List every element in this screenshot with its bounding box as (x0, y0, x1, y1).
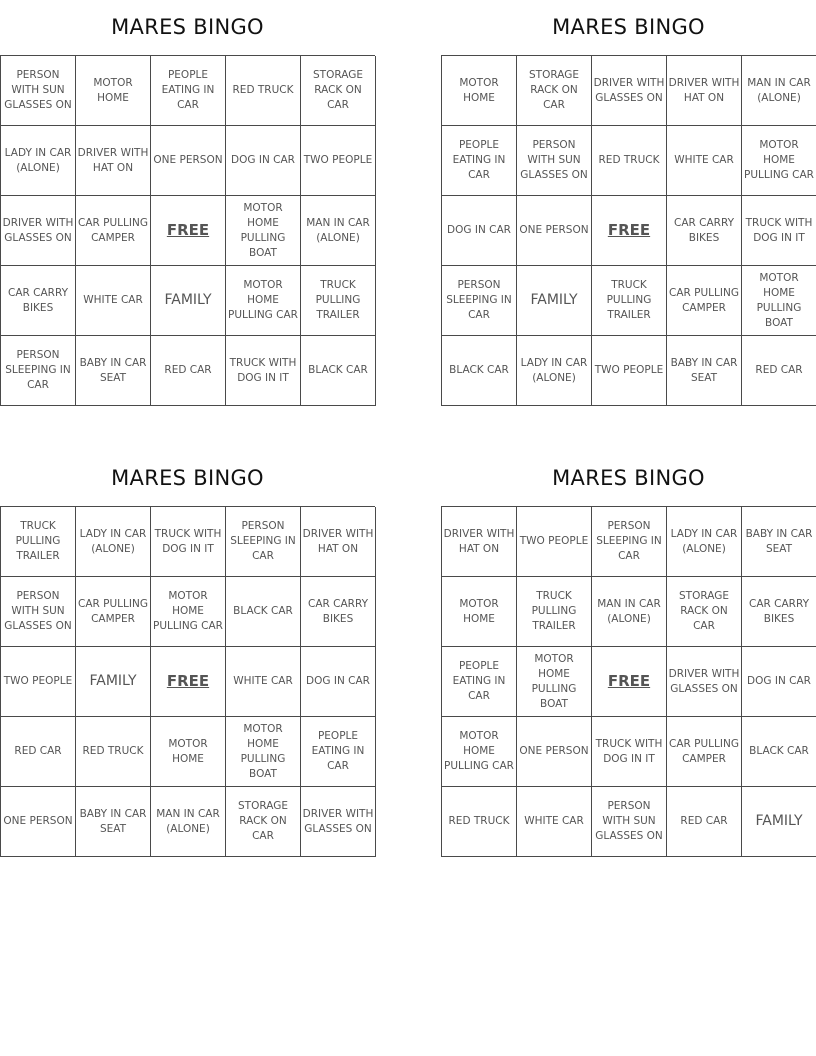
bingo-cell[interactable]: STORAGE RACK ON CAR (517, 56, 592, 126)
bingo-cell[interactable]: MOTOR HOME (151, 717, 226, 787)
bingo-card-4 (441, 451, 816, 857)
bingo-grid (441, 506, 816, 857)
bingo-cell[interactable]: RED CAR (151, 336, 226, 406)
bingo-cell[interactable]: TWO PEOPLE (301, 126, 376, 196)
bingo-cell[interactable]: WHITE CAR (76, 266, 151, 336)
bingo-cell[interactable]: CAR CARRY BIKES (667, 196, 742, 266)
free-space-cell[interactable]: FREE (151, 647, 226, 717)
bingo-cell[interactable]: FAMILY (76, 647, 151, 717)
bingo-cell[interactable]: DRIVER WITH HAT ON (667, 56, 742, 126)
bingo-cell[interactable]: MOTOR HOME PULLING CAR (226, 266, 301, 336)
bingo-cell[interactable]: WHITE CAR (226, 647, 301, 717)
bingo-cell[interactable]: TWO PEOPLE (517, 507, 592, 577)
bingo-cell[interactable]: TRUCK WITH DOG IN IT (592, 717, 667, 787)
bingo-cell[interactable]: STORAGE RACK ON CAR (301, 56, 376, 126)
bingo-cell[interactable]: BLACK CAR (742, 717, 816, 787)
bingo-cell[interactable]: ONE PERSON (517, 717, 592, 787)
bingo-cell[interactable]: LADY IN CAR (ALONE) (517, 336, 592, 406)
bingo-cell[interactable]: TRUCK WITH DOG IN IT (742, 196, 816, 266)
bingo-cell[interactable]: BABY IN CAR SEAT (76, 787, 151, 857)
bingo-cell[interactable]: PEOPLE EATING IN CAR (151, 56, 226, 126)
bingo-card-1 (0, 0, 375, 406)
bingo-cell[interactable]: MOTOR HOME PULLING BOAT (742, 266, 816, 336)
bingo-cell[interactable]: ONE PERSON (517, 196, 592, 266)
card-title: MARES BINGO (552, 466, 705, 490)
card-title: MARES BINGO (552, 15, 705, 39)
bingo-cell[interactable]: DOG IN CAR (226, 126, 301, 196)
bingo-cell[interactable]: MOTOR HOME PULLING BOAT (517, 647, 592, 717)
bingo-cell[interactable]: MOTOR HOME (442, 577, 517, 647)
bingo-cell[interactable]: RED TRUCK (226, 56, 301, 126)
bingo-cell[interactable]: DOG IN CAR (742, 647, 816, 717)
bingo-cell[interactable]: TWO PEOPLE (1, 647, 76, 717)
bingo-cell[interactable]: MOTOR HOME (76, 56, 151, 126)
bingo-cell[interactable]: TRUCK PULLING TRAILER (517, 577, 592, 647)
bingo-cell[interactable]: WHITE CAR (517, 787, 592, 857)
bingo-cell[interactable]: PEOPLE EATING IN CAR (442, 126, 517, 196)
bingo-cell[interactable]: MAN IN CAR (ALONE) (301, 196, 376, 266)
bingo-cell[interactable]: PERSON SLEEPING IN CAR (1, 336, 76, 406)
bingo-cell[interactable]: TRUCK PULLING TRAILER (1, 507, 76, 577)
bingo-cell[interactable]: PEOPLE EATING IN CAR (301, 717, 376, 787)
bingo-card-3 (0, 451, 375, 857)
bingo-cell[interactable]: PERSON WITH SUN GLASSES ON (592, 787, 667, 857)
bingo-cell[interactable]: TRUCK PULLING TRAILER (592, 266, 667, 336)
bingo-cell[interactable]: DRIVER WITH GLASSES ON (667, 647, 742, 717)
free-space-cell[interactable]: FREE (592, 196, 667, 266)
bingo-cell[interactable]: CAR PULLING CAMPER (667, 717, 742, 787)
bingo-cell[interactable]: LADY IN CAR (ALONE) (76, 507, 151, 577)
bingo-cell[interactable]: RED CAR (1, 717, 76, 787)
bingo-cell[interactable]: MOTOR HOME PULLING BOAT (226, 196, 301, 266)
bingo-cell[interactable]: MOTOR HOME PULLING CAR (151, 577, 226, 647)
free-space-cell[interactable]: FREE (151, 196, 226, 266)
bingo-cell[interactable]: MOTOR HOME (442, 56, 517, 126)
bingo-cell[interactable]: CAR PULLING CAMPER (76, 196, 151, 266)
bingo-cell[interactable]: DRIVER WITH HAT ON (301, 507, 376, 577)
bingo-cell[interactable]: STORAGE RACK ON CAR (667, 577, 742, 647)
bingo-cell[interactable]: DRIVER WITH GLASSES ON (301, 787, 376, 857)
bingo-cell[interactable]: FAMILY (742, 787, 816, 857)
bingo-cell[interactable]: BABY IN CAR SEAT (667, 336, 742, 406)
bingo-cell[interactable]: BLACK CAR (301, 336, 376, 406)
bingo-cell[interactable]: PEOPLE EATING IN CAR (442, 647, 517, 717)
bingo-grid (441, 55, 816, 406)
bingo-cell[interactable]: RED CAR (667, 787, 742, 857)
card-title: MARES BINGO (111, 15, 264, 39)
bingo-cell[interactable]: PERSON SLEEPING IN CAR (592, 507, 667, 577)
bingo-cell[interactable]: DRIVER WITH HAT ON (76, 126, 151, 196)
bingo-cell[interactable]: PERSON WITH SUN GLASSES ON (1, 56, 76, 126)
bingo-cell[interactable]: TRUCK PULLING TRAILER (301, 266, 376, 336)
free-space-cell[interactable]: FREE (592, 647, 667, 717)
bingo-cell[interactable]: CAR CARRY BIKES (742, 577, 816, 647)
bingo-cell[interactable]: FAMILY (151, 266, 226, 336)
bingo-cell[interactable]: CAR CARRY BIKES (1, 266, 76, 336)
bingo-cell[interactable]: BABY IN CAR SEAT (76, 336, 151, 406)
bingo-cell[interactable]: RED TRUCK (592, 126, 667, 196)
bingo-cell[interactable]: CAR PULLING CAMPER (76, 577, 151, 647)
bingo-cell[interactable]: DRIVER WITH GLASSES ON (1, 196, 76, 266)
bingo-cell[interactable]: DRIVER WITH HAT ON (442, 507, 517, 577)
bingo-cell[interactable]: RED TRUCK (76, 717, 151, 787)
bingo-cell[interactable]: BLACK CAR (226, 577, 301, 647)
bingo-cell[interactable]: PERSON SLEEPING IN CAR (226, 507, 301, 577)
bingo-grid (0, 55, 375, 406)
bingo-cell[interactable]: PERSON SLEEPING IN CAR (442, 266, 517, 336)
bingo-cell[interactable]: CAR PULLING CAMPER (667, 266, 742, 336)
card-title: MARES BINGO (111, 466, 264, 490)
bingo-cell[interactable]: ONE PERSON (1, 787, 76, 857)
bingo-card-2 (441, 0, 816, 406)
bingo-cell[interactable]: MOTOR HOME PULLING BOAT (226, 717, 301, 787)
bingo-cell[interactable]: STORAGE RACK ON CAR (226, 787, 301, 857)
bingo-cell[interactable]: MAN IN CAR (ALONE) (742, 56, 816, 126)
bingo-cell[interactable]: TRUCK WITH DOG IN IT (226, 336, 301, 406)
bingo-cell[interactable]: PERSON WITH SUN GLASSES ON (517, 126, 592, 196)
bingo-cell[interactable]: MOTOR HOME PULLING CAR (742, 126, 816, 196)
bingo-cell[interactable]: ONE PERSON (151, 126, 226, 196)
bingo-cell[interactable]: WHITE CAR (667, 126, 742, 196)
bingo-cell[interactable]: MAN IN CAR (ALONE) (592, 577, 667, 647)
bingo-grid (0, 506, 375, 857)
bingo-cell[interactable]: DRIVER WITH GLASSES ON (592, 56, 667, 126)
bingo-cell[interactable]: BLACK CAR (442, 336, 517, 406)
bingo-cell[interactable]: FAMILY (517, 266, 592, 336)
bingo-cell[interactable]: PERSON WITH SUN GLASSES ON (1, 577, 76, 647)
bingo-cell[interactable]: DOG IN CAR (301, 647, 376, 717)
bingo-cell[interactable]: LADY IN CAR (ALONE) (667, 507, 742, 577)
bingo-cell[interactable]: TRUCK WITH DOG IN IT (151, 507, 226, 577)
bingo-cell[interactable]: RED CAR (742, 336, 816, 406)
bingo-cell[interactable]: TWO PEOPLE (592, 336, 667, 406)
bingo-cell[interactable]: BABY IN CAR SEAT (742, 507, 816, 577)
bingo-cell[interactable]: CAR CARRY BIKES (301, 577, 376, 647)
bingo-cell[interactable]: RED TRUCK (442, 787, 517, 857)
bingo-cell[interactable]: DOG IN CAR (442, 196, 517, 266)
bingo-cell[interactable]: MAN IN CAR (ALONE) (151, 787, 226, 857)
bingo-cell[interactable]: LADY IN CAR (ALONE) (1, 126, 76, 196)
bingo-cell[interactable]: MOTOR HOME PULLING CAR (442, 717, 517, 787)
